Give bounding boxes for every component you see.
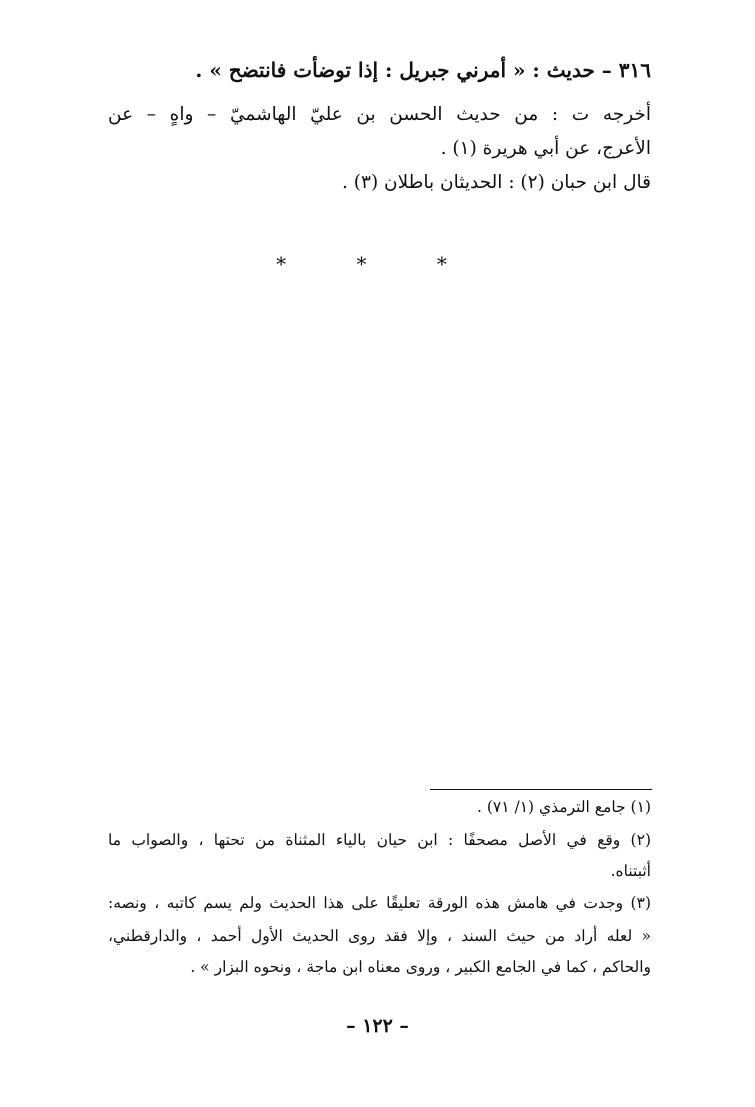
footnote-2-line-1: (٢) وقع في الأصل مصحفًا : ابن حيان بالياء المثناة من تحتها ، والصواب ما xyxy=(108,831,651,849)
footnote-1: (١) جامع الترمذي (١/ ٧١) . xyxy=(477,798,651,816)
page-number: – ١٢٢ – xyxy=(346,1015,409,1037)
footnote-3-line-1: (٣) وجدت في هامش هذه الورقة تعليقًا على هذا الحديث ولم يسم كاتبه ، ونصه: xyxy=(108,894,651,912)
hadith-heading: ٣١٦ – حديث : « أمرني جبريل : إذا توضأت فانتضح » . xyxy=(195,58,651,82)
body-line-2: الأعرج، عن أبي هريرة (١) . xyxy=(440,138,651,159)
footnote-3-line-3: والحاكم ، كما في الجامع الكبير ، وروى معناه ابن ماجة ، ونحوه البزار » . xyxy=(190,958,651,976)
body-line-1: أخرجه ت : من حديث الحسن بن عليّ الهاشميّ – واهٍ – عن xyxy=(108,104,651,125)
section-separator: * * * xyxy=(276,252,479,276)
body-line-3: قال ابن حبان (٢) : الحديثان باطلان (٣) . xyxy=(342,172,651,193)
footnote-3-line-2: « لعله أراد من حيث السند ، وإلا فقد روى الحديث الأول أحمد ، والدارقطني، xyxy=(108,927,651,945)
footnote-divider xyxy=(430,789,652,790)
footnote-2-line-2: أثبتناه. xyxy=(610,862,651,880)
